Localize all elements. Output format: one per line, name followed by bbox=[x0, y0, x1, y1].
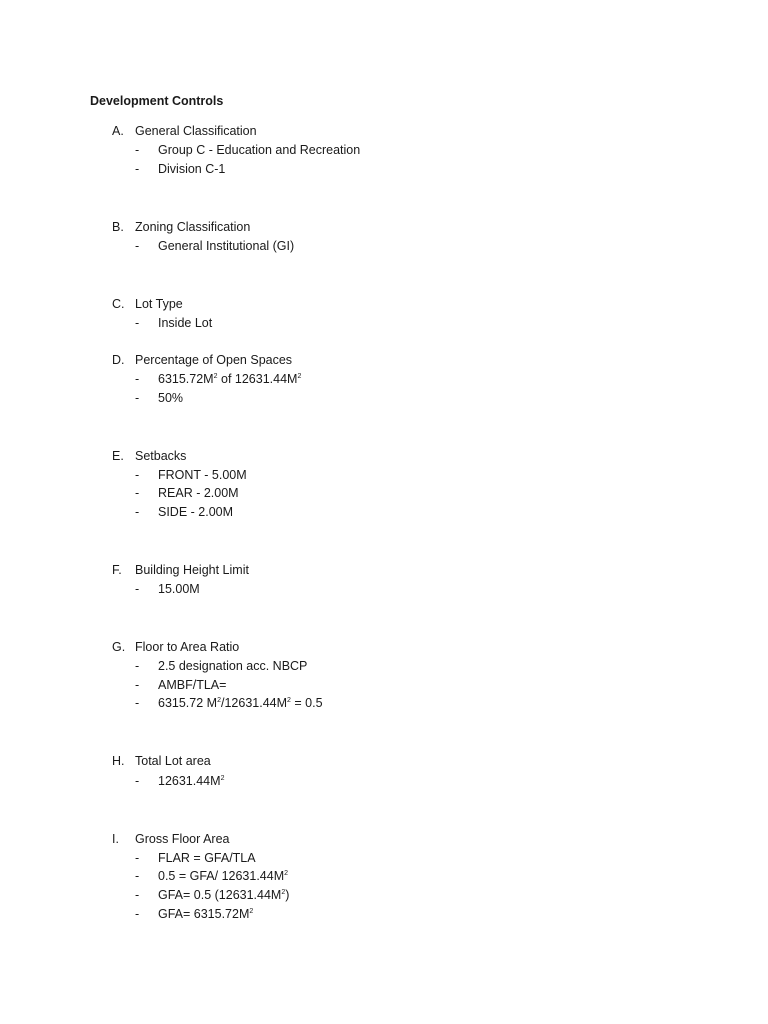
section-i-title: Gross Floor Area bbox=[135, 832, 230, 846]
section-h-item-1: $12631.44M^2$ bbox=[158, 774, 225, 788]
list-bullet-dash: - bbox=[135, 486, 140, 500]
section-d-item-2: 50% bbox=[158, 391, 184, 405]
list-bullet-dash: - bbox=[135, 869, 140, 883]
section-b-title: Zoning Classification bbox=[135, 220, 251, 234]
section-c-letter: C. bbox=[112, 297, 125, 311]
section-e-letter: E. bbox=[112, 449, 124, 463]
list-bullet-dash: - bbox=[135, 239, 140, 253]
document-title: Development Controls bbox=[90, 94, 224, 108]
list-bullet-dash: - bbox=[135, 696, 140, 710]
section-f-letter: F. bbox=[112, 563, 122, 577]
list-bullet-dash: - bbox=[135, 143, 140, 157]
section-g-item-1: 2.5 designation acc. NBCP bbox=[158, 659, 308, 673]
section-g-item-3: 6315.72 $M^2/12631.44M^2 = 0.5$ bbox=[158, 696, 323, 710]
list-bullet-dash: - bbox=[135, 678, 140, 692]
list-bullet-dash: - bbox=[135, 372, 140, 386]
section-d-title: Percentage of Open Spaces bbox=[135, 353, 293, 367]
section-i-item-1: FLAR = GFA/TLA bbox=[158, 851, 256, 865]
section-i-item-4: $GFA= 6315.72M^2$ bbox=[158, 907, 254, 921]
section-c-item-1: Inside Lot bbox=[158, 316, 213, 330]
section-a-letter: A. bbox=[112, 124, 124, 138]
section-i-letter: I. bbox=[112, 832, 119, 846]
list-bullet-dash: - bbox=[135, 468, 140, 482]
section-g-item-2: AMBF/TLA= bbox=[158, 678, 227, 692]
section-i-item-3: GFA= 0.5 $(12631.44M^2)$ bbox=[158, 888, 290, 902]
list-bullet-dash: - bbox=[135, 162, 140, 176]
list-bullet-dash: - bbox=[135, 888, 140, 902]
section-e-item-2: REAR - 2.00M bbox=[158, 486, 239, 500]
section-e-title: Setbacks bbox=[135, 449, 187, 463]
section-e-item-1: FRONT - 5.00M bbox=[158, 468, 247, 482]
section-b-item-1: General Institutional (GI) bbox=[158, 239, 295, 253]
list-bullet-dash: - bbox=[135, 907, 140, 921]
section-g-title: Floor to Area Ratio bbox=[135, 640, 240, 654]
section-d-item-1: $6315.72M^2$ of $12631.44M^2$ bbox=[158, 372, 302, 386]
section-a-title: General Classification bbox=[135, 124, 257, 138]
list-bullet-dash: - bbox=[135, 851, 140, 865]
section-c-title: Lot Type bbox=[135, 297, 183, 311]
section-a-item-2: Division C-1 bbox=[158, 162, 226, 176]
section-g-letter: G. bbox=[112, 640, 126, 654]
list-bullet-dash: - bbox=[135, 659, 140, 673]
section-b-letter: B. bbox=[112, 220, 124, 234]
section-f-item-1: 15.00M bbox=[158, 582, 200, 596]
section-d-letter: D. bbox=[112, 353, 125, 367]
section-e-item-3: SIDE - 2.00M bbox=[158, 505, 234, 519]
section-i-item-2: 0.5 = GFA/ $12631.44M^2$ bbox=[158, 869, 289, 883]
section-a-item-1: Group C - Education and Recreation bbox=[158, 143, 361, 157]
section-h-title: Total Lot area bbox=[135, 754, 211, 768]
section-h-letter: H. bbox=[112, 754, 125, 768]
list-bullet-dash: - bbox=[135, 391, 140, 405]
list-bullet-dash: - bbox=[135, 582, 140, 596]
list-bullet-dash: - bbox=[135, 316, 140, 330]
section-f-title: Building Height Limit bbox=[135, 563, 249, 577]
list-bullet-dash: - bbox=[135, 774, 140, 788]
list-bullet-dash: - bbox=[135, 505, 140, 519]
